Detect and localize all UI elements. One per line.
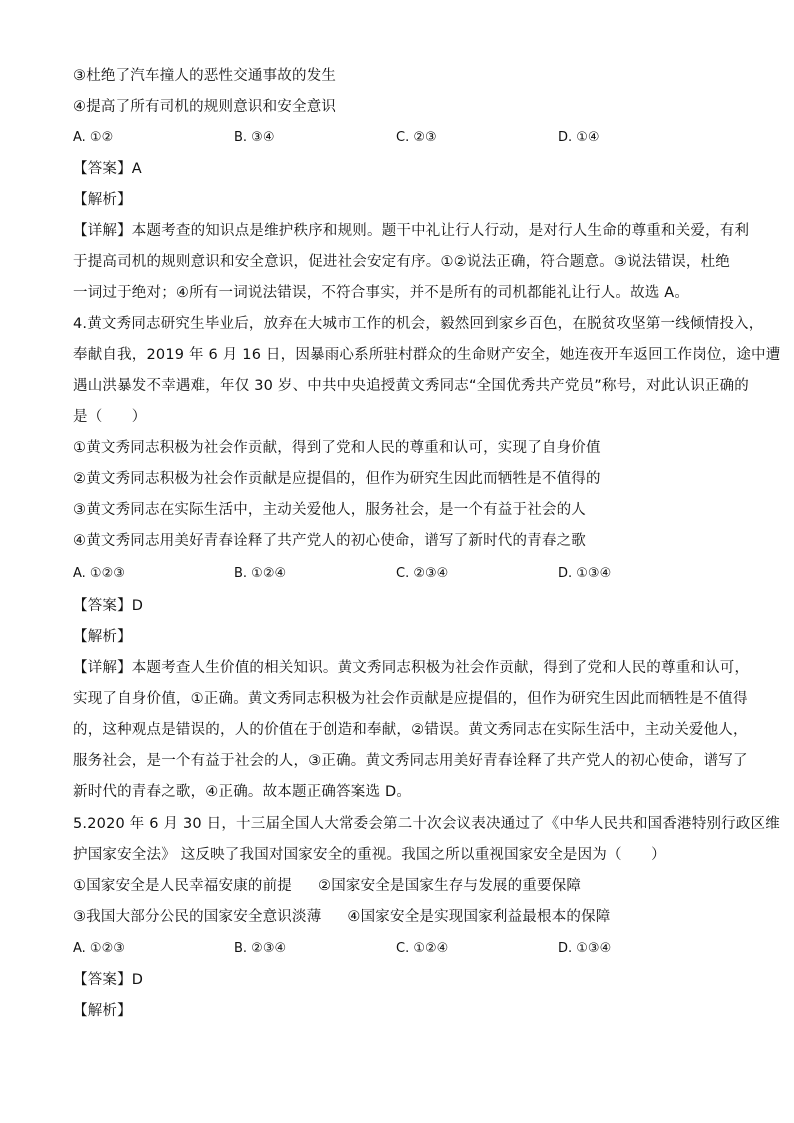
q4-option-d: D. ①③④ xyxy=(558,566,612,581)
q4-stem-line-2: 奉献自我，2019 年 6 月 16 日，因暴雨心系所驻村群众的生命财产安全，她连夜开车返回工作岗位，途中遭 xyxy=(73,347,781,363)
q4-option-b: B. ①②④ xyxy=(234,566,287,581)
q3-answer: 【答案】A xyxy=(73,161,142,177)
q4-detail-line-3: 的，这种观点是错误的，人的价值在于创造和奉献，②错误。黄文秀同志在实际生活中，主动关爱他人， xyxy=(73,722,748,738)
q5-item-1: ①国家安全是人民幸福安康的前提 xyxy=(73,878,292,894)
q3-analysis-label: 【解析】 xyxy=(73,192,132,208)
q3-detail-line-1: 【详解】本题考查的知识点是维护秩序和规则。题干中礼让行人行动，是对行人生命的尊重和关爱，有利 xyxy=(73,223,750,239)
q3-item-4: ④提高了所有司机的规则意识和安全意识 xyxy=(73,99,337,115)
q4-answer: 【答案】D xyxy=(73,598,144,614)
q3-item-3: ③杜绝了汽车撞人的恶性交通事故的发生 xyxy=(73,68,337,84)
q5-item-2: ②国家安全是国家生存与发展的重要保障 xyxy=(318,878,582,894)
q5-answer: 【答案】D xyxy=(73,972,144,988)
q4-stem-line-4: 是（ ） xyxy=(73,409,147,425)
q3-detail-line-3: 一词过于绝对；④所有一词说法错误，不符合事实，并不是所有的司机都能礼让行人。故选 A。 xyxy=(73,285,690,301)
q5-items-row-2 xyxy=(73,907,723,927)
q4-stem-line-3: 遇山洪暴发不幸遇难，年仅 30 岁、中共中央追授黄文秀同志“全国优秀共产党员”称号，对此认识正确的 xyxy=(73,378,749,394)
q4-option-c: C. ②③④ xyxy=(396,566,449,581)
q5-option-b: B. ②③④ xyxy=(234,941,287,956)
q4-detail-line-5: 新时代的青春之歌，④正确。故本题正确答案选 D。 xyxy=(73,784,412,800)
q3-detail-line-2: 于提高司机的规则意识和安全意识，促进社会安定有序。①②说法正确，符合题意。③说法错误，杜绝 xyxy=(73,254,730,270)
q3-option-d: D. ①④ xyxy=(558,130,600,145)
q5-stem-line-1: 5.2020 年 6 月 30 日，十三届全国人大常委会第二十次会议表决通过了《中华人民共和国香港特别行政区维 xyxy=(73,816,780,832)
q4-item-2: ②黄文秀同志积极为社会作贡献是应提倡的，但作为研究生因此而牺牲是不值得的 xyxy=(73,471,601,487)
q4-item-3: ③黄文秀同志在实际生活中，主动关爱他人，服务社会，是一个有益于社会的人 xyxy=(73,502,586,518)
q5-option-c: C. ①②④ xyxy=(396,941,449,956)
q5-items-row-1 xyxy=(73,876,723,896)
q4-item-1: ①黄文秀同志积极为社会作贡献，得到了党和人民的尊重和认可，实现了自身价值 xyxy=(73,440,601,456)
q5-stem-line-2: 护国家安全法》 这反映了我国对国家安全的重视。我国之所以重视国家安全是因为（ ） xyxy=(73,847,666,863)
q5-analysis-label: 【解析】 xyxy=(73,1003,132,1019)
q4-detail-line-2: 实现了自身价值，①正确。黄文秀同志积极为社会作贡献是应提倡的，但作为研究生因此而牺牲是不值得 xyxy=(73,691,748,707)
q3-option-c: C. ②③ xyxy=(396,130,437,145)
q5-options xyxy=(73,939,723,959)
q4-detail-line-4: 服务社会，是一个有益于社会的人，③正确。黄文秀同志用美好青春诠释了共产党人的初心使命，谱写了 xyxy=(73,753,748,769)
q5-item-4: ④国家安全是实现国家利益最根本的保障 xyxy=(347,909,611,925)
q3-option-a: A. ①② xyxy=(73,130,114,145)
q4-option-a: A. ①②③ xyxy=(73,566,125,581)
q4-detail-line-1: 【详解】本题考查人生价值的相关知识。黄文秀同志积极为社会作贡献，得到了党和人民的尊重和认可， xyxy=(73,660,750,676)
q4-item-4: ④黄文秀同志用美好青春诠释了共产党人的初心使命，谱写了新时代的青春之歌 xyxy=(73,533,586,549)
q4-analysis-label: 【解析】 xyxy=(73,629,132,645)
q5-item-3: ③我国大部分公民的国家安全意识淡薄 xyxy=(73,909,322,925)
q5-option-a: A. ①②③ xyxy=(73,941,125,956)
q3-options xyxy=(73,128,723,148)
q4-options xyxy=(73,564,723,584)
q4-stem-line-1: 4.黄文秀同志研究生毕业后，放弃在大城市工作的机会，毅然回到家乡百色，在脱贫攻坚第一线倾情投入， xyxy=(73,316,764,332)
q5-option-d: D. ①③④ xyxy=(558,941,612,956)
q3-option-b: B. ③④ xyxy=(234,130,275,145)
